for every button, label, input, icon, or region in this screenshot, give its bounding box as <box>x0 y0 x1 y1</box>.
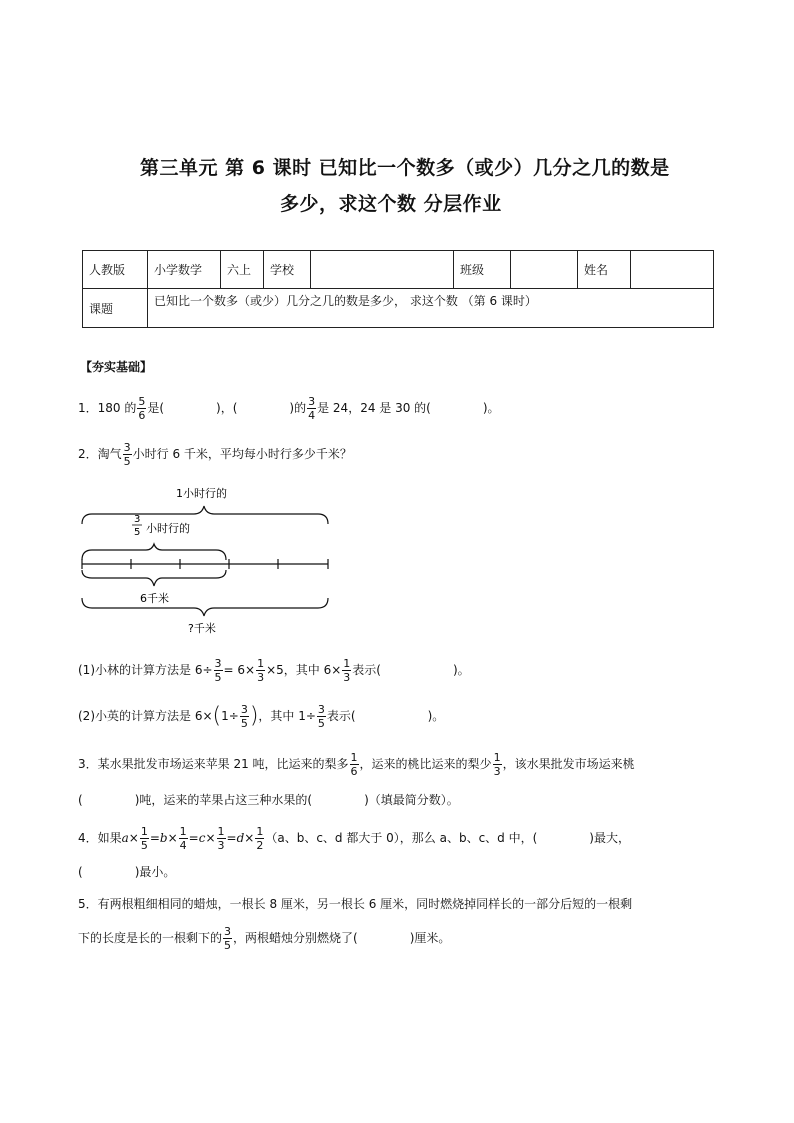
fraction: $\frac{1}{2}$ <box>256 825 264 852</box>
fraction: $\frac{1}{3}$ <box>343 657 351 684</box>
fraction: $\frac{1}{6}$ <box>350 751 358 778</box>
fraction: $\frac{5}{6}$ <box>138 395 146 422</box>
fraction: $\frac{1}{3}$ <box>217 825 225 852</box>
fraction: $\frac{3}{5}$ <box>224 925 232 952</box>
question-5: 5．有两根粗细相同的蜡烛，一根长 8 厘米，另一根长 6 厘米，同时燃烧掉同样长的一部分后短的一根剩 <box>78 897 633 911</box>
fraction: $\frac{3}{5}$ <box>123 441 131 468</box>
diagram-bottom-label-1: 6千米 <box>140 592 169 605</box>
cell-topic-value: 已知比一个数多（或少）几分之几的数是多少， 求这个数 （第 6 课时） <box>148 289 714 328</box>
fraction: $\frac{3}{5}$ <box>240 703 248 730</box>
fraction: $\frac{1}{3}$ <box>257 657 265 684</box>
diagram-inner-num: 3 <box>134 514 141 525</box>
section-title: 【夯实基础】 <box>80 360 153 374</box>
question-4-line-2: ( )最小。 <box>78 865 176 879</box>
cell-name-label: 姓名 <box>578 251 631 289</box>
cell-subject: 小学数学 <box>148 251 221 289</box>
question-2-1: (1)小林的计算方法是 6÷ $\frac{3}{5}$ = 6× $\frac{1}{3}$ ×5，其中 6× $\frac{1}{3}$ 表示( )。 <box>78 657 470 684</box>
question-3: 3．某水果批发市场运来苹果 21 吨，比运来的梨多 $\frac{1}{6}$ ，运来的桃比运来的梨少 $\frac{1}{3}$ ，该水果批发市场运来桃 <box>78 751 635 778</box>
cell-name-value[interactable] <box>631 251 714 289</box>
title-line-2: 多少，求这个数 分层作业 <box>280 193 502 215</box>
question-5-line-2: 下的长度是长的一根剩下的 $\frac{3}{5}$ ，两根蜡烛分别燃烧了( )厘米。 <box>78 925 451 952</box>
fraction: $\frac{1}{4}$ <box>179 825 187 852</box>
fraction: $\frac{3}{5}$ <box>317 703 325 730</box>
diagram-bottom-label-2: ?千米 <box>188 622 216 635</box>
fraction: $\frac{1}{3}$ <box>493 751 501 778</box>
cell-class-label: 班级 <box>454 251 511 289</box>
title-line-1: 第三单元 第 6 课时 已知比一个数多（或少）几分之几的数是 <box>140 157 670 179</box>
cell-school-value[interactable] <box>311 251 454 289</box>
diagram-inner-label: 小时行的 <box>146 522 190 535</box>
fraction: $\frac{3}{5}$ <box>214 657 222 684</box>
question-3-line-2: ( )吨，运来的苹果占这三种水果的( )（填最简分数）。 <box>78 793 459 807</box>
diagram-inner-den: 5 <box>134 527 141 538</box>
cell-class-value[interactable] <box>511 251 578 289</box>
cell-school-label: 学校 <box>264 251 311 289</box>
question-1: 1．180 的 $\frac{5}{6}$ 是( )，( )的 $\frac{3}{4}$ 是 24，24 是 30 的( )。 <box>78 395 500 422</box>
cell-grade: 六上 <box>221 251 264 289</box>
question-2: 2．淘气 $\frac{3}{5}$ 小时行 6 千米，平均每小时行多少千米？ <box>78 441 352 468</box>
line-segment-diagram <box>76 482 341 642</box>
fraction: $\frac{3}{4}$ <box>308 395 316 422</box>
bottom-full-brace <box>82 598 328 616</box>
cell-topic-label: 课题 <box>83 289 148 328</box>
bottom-inner-brace <box>82 570 226 586</box>
question-2-2: (2)小英的计算方法是 6×(1÷ $\frac{3}{5}$ )，其中 1÷ $\frac{3}{5}$ 表示( )。 <box>78 703 445 730</box>
top-brace <box>82 506 328 524</box>
question-4: 4．如果a× $\frac{1}{5}$ =b× $\frac{1}{4}$ =c× $\frac{1}{3}$ =d× $\frac{1}{2}$ （a、b、c、d 都大于 0），那么 a、b、c、d 中，( )最大， <box>78 825 630 852</box>
diagram-top-label: 1小时行的 <box>176 487 227 500</box>
page-title <box>140 150 760 222</box>
info-table <box>82 250 714 328</box>
fraction: $\frac{1}{5}$ <box>140 825 148 852</box>
cell-edition: 人教版 <box>83 251 148 289</box>
inner-brace <box>82 544 226 560</box>
